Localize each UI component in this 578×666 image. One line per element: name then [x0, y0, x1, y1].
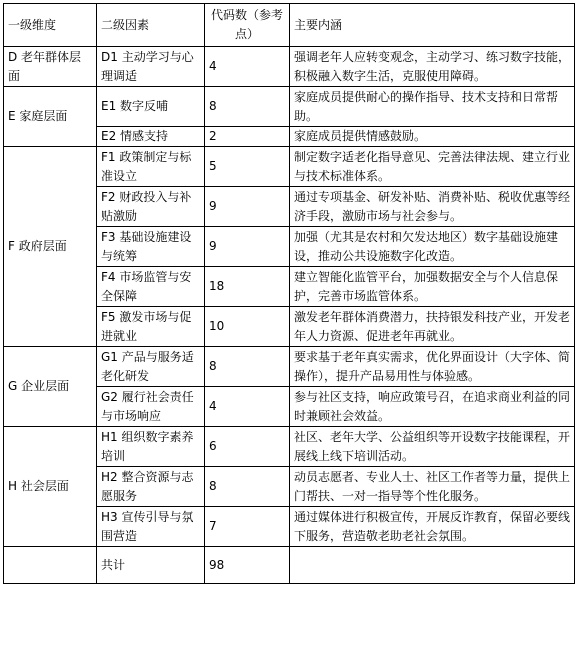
code-count-cell: 6 — [205, 427, 290, 467]
level2-factor-cell: F1 政策制定与标准设立 — [97, 147, 205, 187]
level1-dimension-cell: G 企业层面 — [4, 347, 97, 427]
main-content-cell: 通过媒体进行积极宣传，开展反诈教育，保留必要线下服务，营造敬老助老社会氛围。 — [290, 507, 575, 547]
code-count-cell: 5 — [205, 147, 290, 187]
code-count-cell: 2 — [205, 127, 290, 147]
total-row — [4, 547, 575, 584]
table-row — [4, 47, 575, 87]
table-row — [4, 87, 575, 127]
table-header-row — [4, 4, 575, 47]
code-count-cell: 10 — [205, 307, 290, 347]
code-count-cell: 9 — [205, 187, 290, 227]
level1-dimension-cell: H 社会层面 — [4, 427, 97, 547]
level2-factor-cell: H1 组织数字素养培训 — [97, 427, 205, 467]
table-row — [4, 347, 575, 387]
main-content-cell: 加强（尤其是农村和欠发达地区）数字基础设施建设，推动公共设施数字化改造。 — [290, 227, 575, 267]
level2-factor-cell: F3 基础设施建设与统筹 — [97, 227, 205, 267]
header-code-count: 代码数（参考点） — [205, 4, 290, 47]
level2-factor-cell: H2 整合资源与志愿服务 — [97, 467, 205, 507]
level2-factor-cell: H3 宣传引导与氛围营造 — [97, 507, 205, 547]
code-count-cell: 8 — [205, 87, 290, 127]
main-content-cell: 激发老年群体消费潜力，扶持银发科技产业，开发老年人力资源、促进老年再就业。 — [290, 307, 575, 347]
level1-dimension-cell: E 家庭层面 — [4, 87, 97, 147]
level2-factor-cell: G1 产品与服务适老化研发 — [97, 347, 205, 387]
level2-factor-cell: F5 激发市场与促进就业 — [97, 307, 205, 347]
total-label: 共计 — [97, 547, 205, 584]
level2-factor-cell: F2 财政投入与补贴激励 — [97, 187, 205, 227]
level1-dimension-cell: F 政府层面 — [4, 147, 97, 347]
main-content-cell: 制定数字适老化指导意见、完善法律法规、建立行业与技术标准体系。 — [290, 147, 575, 187]
main-content-cell: 动员志愿者、专业人士、社区工作者等力量，提供上门帮扶、一对一指导等个性化服务。 — [290, 467, 575, 507]
total-empty-content-cell — [290, 547, 575, 584]
main-content-cell: 家庭成员提供耐心的操作指导、技术支持和日常帮助。 — [290, 87, 575, 127]
code-count-cell: 8 — [205, 467, 290, 507]
table-row — [4, 427, 575, 467]
level2-factor-cell: E2 情感支持 — [97, 127, 205, 147]
code-count-cell: 7 — [205, 507, 290, 547]
factor-table — [3, 3, 575, 584]
table-body — [4, 4, 575, 584]
table-row — [4, 147, 575, 187]
level2-factor-cell: E1 数字反哺 — [97, 87, 205, 127]
main-content-cell: 建立智能化监管平台，加强数据安全与个人信息保护，完善市场监管体系。 — [290, 267, 575, 307]
level1-dimension-cell: D 老年群体层面 — [4, 47, 97, 87]
main-content-cell: 强调老年人应转变观念，主动学习、练习数字技能，积极融入数字生活，克服使用障碍。 — [290, 47, 575, 87]
header-level2: 二级因素 — [97, 4, 205, 47]
header-level1: 一级维度 — [4, 4, 97, 47]
level2-factor-cell: G2 履行社会责任与市场响应 — [97, 387, 205, 427]
main-content-cell: 通过专项基金、研发补贴、消费补贴、税收优惠等经济手段，激励市场与社会参与。 — [290, 187, 575, 227]
code-count-cell: 8 — [205, 347, 290, 387]
level2-factor-cell: D1 主动学习与心理调适 — [97, 47, 205, 87]
header-main-content: 主要内涵 — [290, 4, 575, 47]
code-count-cell: 4 — [205, 47, 290, 87]
main-content-cell: 要求基于老年真实需求，优化界面设计（大字体、简操作），提升产品易用性与体验感。 — [290, 347, 575, 387]
main-content-cell: 参与社区支持，响应政策号召，在追求商业利益的同时兼顾社会效益。 — [290, 387, 575, 427]
code-count-cell: 4 — [205, 387, 290, 427]
level2-factor-cell: F4 市场监管与安全保障 — [97, 267, 205, 307]
total-empty-cell — [4, 547, 97, 584]
total-count: 98 — [205, 547, 290, 584]
main-content-cell: 社区、老年大学、公益组织等开设数字技能课程，开展线上线下培训活动。 — [290, 427, 575, 467]
code-count-cell: 18 — [205, 267, 290, 307]
main-content-cell: 家庭成员提供情感鼓励。 — [290, 127, 575, 147]
code-count-cell: 9 — [205, 227, 290, 267]
